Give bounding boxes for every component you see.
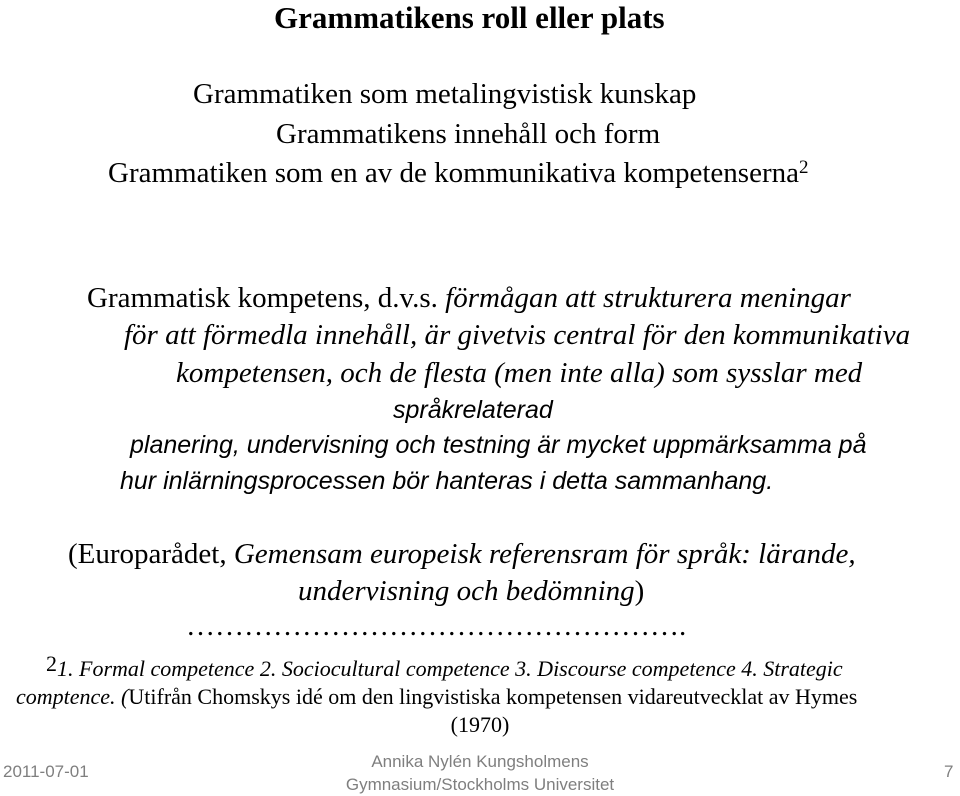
heading-communicative: Grammatiken som en av de kommunikativa kompetenserna$^2$: [108, 157, 809, 189]
quote-line-5: planering, undervisning och testning är mycket uppmärksamma på: [130, 431, 867, 459]
dotted-separator: …………………………………………….: [186, 610, 687, 642]
quote-line-1: Grammatisk kompetens, d.v.s. förmågan att strukturera meningar: [87, 282, 851, 314]
citation-line-2: undervisning och bedömning): [298, 575, 645, 607]
heading-metalinguistic: Grammatiken som metalingvistisk kunskap: [193, 78, 697, 110]
footnote-mark: 2: [46, 651, 57, 676]
footer-author: Annika Nylén Kungsholmens Gymnasium/Stockholms Universitet: [345, 752, 615, 794]
footnote-ref: 2: [798, 157, 809, 178]
quote-line-3: kompetensen, och de flesta (men inte alla) som sysslar med: [176, 357, 863, 389]
citation-line-1: (Europarådet, Gemensam europeisk referensram för språk: lärande,: [68, 538, 856, 570]
quote-line-6: hur inlärningsprocessen bör hanteras i detta sammanhang.: [120, 467, 774, 495]
quote-line-4: språkrelaterad: [393, 396, 553, 424]
footer-date: 2011-07-01: [3, 762, 89, 781]
footnote-line-2: comptence. (Utifrån Chomskys idé om den lingvistiska kompetensen vidareutvecklat av Hymes: [16, 684, 858, 709]
heading-content-form: Grammatikens innehåll och form: [276, 118, 661, 150]
slide-title: Grammatikens roll eller plats: [274, 0, 665, 35]
footer-page-number: 7: [944, 762, 954, 781]
quote-line-2: för att förmedla innehåll, är givetvis central för den kommunikativa: [124, 319, 911, 351]
footnote-line-1: 21. Formal competence 2. Sociocultural competence 3. Discourse competence 4. Strategic: [46, 651, 843, 681]
footnote-line-3: (1970): [450, 712, 510, 737]
